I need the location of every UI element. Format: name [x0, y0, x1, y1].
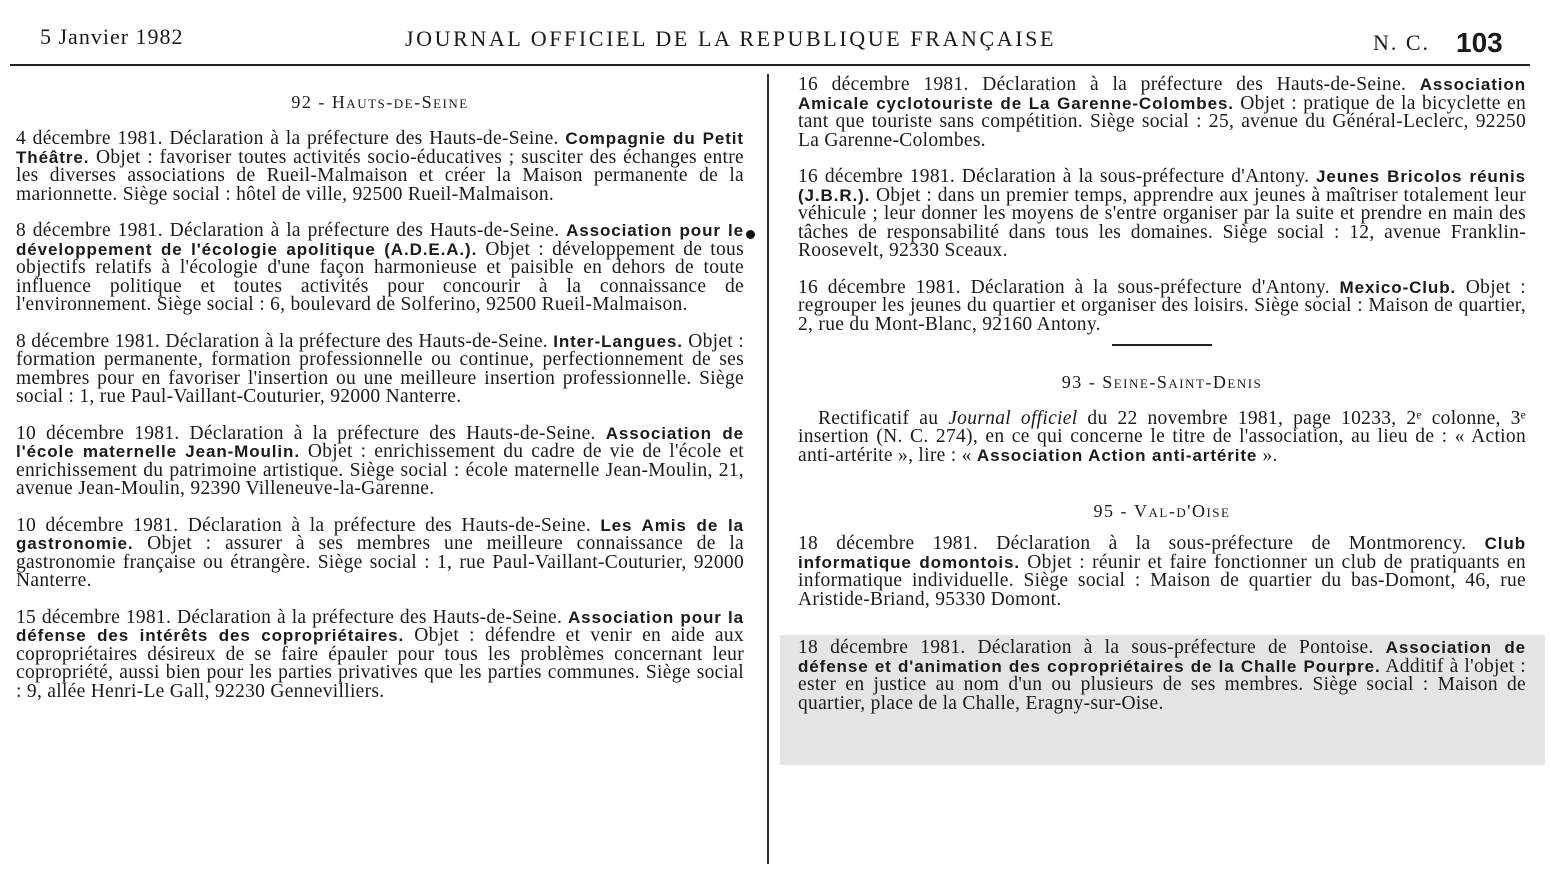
entry-date-text: 16 décembre 1981. Déclaration à la sous-préfecture d'Antony.	[798, 166, 1310, 187]
section-title-92	[16, 92, 744, 112]
entry-body: Objet : pratique de la bicyclette en tant que touriste sans compétition. Siège social : 25, avenue du Général-Leclerc, 92250 La Garenne-Colombes.	[798, 92, 1526, 151]
header-rule	[10, 64, 1530, 66]
association-name: Association Amicale cyclotouriste de La Garenne-Colombes.	[798, 75, 1526, 113]
section-name: Val-d'Oise	[1134, 501, 1231, 521]
entry-date-text: 16 décembre 1981. Déclaration à la sous-préfecture d'Antony.	[798, 276, 1330, 298]
declaration-entry	[16, 330, 744, 407]
entry-body: Objet : défendre et venir en aide aux copropriétaires désireux de se faire épauler pour tous les problèmes concernant leur copropriété, aussi bien pour les parties privatives que les parties communes. Siège social : 9, allée Henri-Le Gall, 92230 Gennevilliers.	[16, 625, 744, 702]
journal-title: JOURNAL OFFICIEL DE LA REPUBLIQUE FRANÇAISE	[405, 26, 1057, 51]
rectif-text: Rectificatif au	[818, 407, 939, 429]
section-name: Seine-Saint-Denis	[1102, 371, 1263, 392]
entry-date-text: 8 décembre 1981. Déclaration à la préfecture des Hauts-de-Seine.	[16, 330, 548, 352]
entry-date-text: 10 décembre 1981. Déclaration à la préfecture des Hauts-de-Seine.	[16, 514, 591, 536]
declaration-entry	[798, 639, 1526, 713]
association-name: Association pour le développement de l'écologie apolitique (A.D.E.A.).	[16, 221, 744, 259]
page-header	[0, 0, 1551, 62]
declaration-entry	[16, 606, 744, 702]
section-number: 95 -	[1093, 501, 1135, 521]
association-name: Association pour la défense des intérêts des copropriétaires.	[16, 607, 744, 645]
association-name: Association Action anti-artérite	[976, 445, 1258, 465]
section-separator	[1112, 344, 1212, 346]
association-name: Mexico-Club.	[1339, 277, 1457, 297]
declaration-entry	[16, 222, 744, 315]
association-name: Compagnie du Petit Théâtre.	[16, 129, 744, 167]
declaration-entry	[16, 130, 744, 204]
ink-dot	[746, 230, 755, 239]
entry-body: Objet : assurer à ses membres une meilleure connaissance de la gastronomie française ou étrangère. Siège social : 1, rue Paul-Vaillant-Couturier, 92000 Nanterre.	[16, 533, 744, 591]
entry-date-text: 16 décembre 1981. Déclaration à la préfecture des Hauts-de-Seine.	[798, 74, 1407, 95]
association-name: Inter-Langues.	[553, 331, 683, 351]
declaration-entry	[798, 76, 1526, 150]
declaration-entry	[798, 168, 1526, 261]
entry-body: Additif à l'objet : ester en justice au nom d'un ou plusieurs de ses membres. Siège social : Maison de quartier, place de la Challe, Eragny-sur-Oise.	[798, 655, 1526, 714]
entry-body: Objet : favoriser toutes activités socio-éducatives ; susciter des échanges entre les diverses associations de Rueil-Malmaison et créer la Maison permanente de la marionnette. Siège social : hôtel de ville, 92500 Rueil-Malmaison.	[16, 146, 744, 205]
association-name: Association de défense et d'animation des copropriétaires de la Challe Pourpre.	[798, 638, 1526, 676]
entry-date-text: 18 décembre 1981. Déclaration à la sous-préfecture de Pontoise.	[798, 637, 1374, 658]
entry-date-text: 18 décembre 1981. Déclaration à la sous-préfecture de Montmorency.	[798, 533, 1467, 554]
association-name: Club informatique domontois.	[798, 534, 1526, 572]
section-number: 92 -	[291, 92, 332, 112]
right-column	[798, 76, 1526, 713]
association-name: Les Amis de la gastronomie.	[16, 515, 744, 553]
section-number: 93 -	[1061, 371, 1103, 392]
entry-body: Objet : regrouper les jeunes du quartier et organiser des loisirs. Siège social : Maison de quartier, 2, rue du Mont-Blanc, 92160 Antony.	[798, 276, 1526, 335]
edition-label: N. C.	[1373, 30, 1431, 55]
section-title-95	[798, 501, 1526, 521]
entry-body: Objet : formation permanente, formation professionnelle ou continue, perfectionnement de ses membres pour en favoriser l'insertion ou une meilleure insertion professionnelle. Siège social : 1, rue Paul-Vaillant-Couturier, 92000 Nanterre.	[16, 330, 744, 407]
entry-body: Objet : réunir et faire fonctionner un club de pratiquants en informatique individuelle. Siège social : Maison de quartier du bas-Domont, 46, rue Aristide-Briand, 95330 Domont.	[798, 551, 1526, 610]
declaration-entry	[16, 422, 744, 499]
issue-date: 5 Janvier 1982	[40, 24, 184, 49]
entry-date-text: 15 décembre 1981. Déclaration à la préfecture des Hauts-de-Seine.	[16, 606, 563, 628]
page-number: 103	[1456, 27, 1503, 58]
entry-date-text: 4 décembre 1981. Déclaration à la préfecture des Hauts-de-Seine.	[16, 128, 559, 149]
column-divider	[767, 74, 769, 864]
declaration-entry-highlighted	[798, 535, 1526, 609]
declaration-entry	[16, 514, 744, 591]
rectificatif-entry	[798, 407, 1526, 466]
journal-reference: Journal officiel	[948, 407, 1078, 429]
entry-body: Objet : enrichissement du cadre de vie de l'école et enrichissement du patrimoine artistique. Siège social : école maternelle Jean-Moulin, 21, avenue Jean-Moulin, 92390 Villeneuve-la-Garenne.	[16, 441, 744, 499]
entry-date-text: 8 décembre 1981. Déclaration à la préfecture des Hauts-de-Seine.	[16, 220, 560, 241]
entry-body: Objet : dans un premier temps, apprendre aux jeunes à maîtriser totalement leur véhicule ; leur donner les moyens de s'entre organiser par la suite et prendre en main des tâches de responsabilité dans tous les domaines. Siège social : 12, avenue Franklin-Roosevelt, 92330 Sceaux.	[798, 184, 1526, 261]
association-name: Jeunes Bricolos réunis (J.B.R.).	[798, 167, 1526, 205]
entry-body: Objet : développement de tous objectifs relatifs à l'écologie d'une façon harmonieuse et paisible en dehors de toute influence politique et toutes activités pour concourir à la connaissance de l'environnement. Siège social : 6, boulevard de Solferino, 92500 Rueil-Malmaison.	[16, 238, 744, 315]
entry-date-text: 10 décembre 1981. Déclaration à la préfecture des Hauts-de-Seine.	[16, 422, 596, 444]
section-title-93	[798, 372, 1526, 392]
declaration-entry	[798, 276, 1526, 335]
section-name: Hauts-de-Seine	[331, 92, 469, 112]
rectif-text: du 22 novembre 1981, page 10233, 2ᵉ colonne, 3ᵉ insertion (N. C. 274), en ce qui concerne le titre de l'association, au lieu de : « Action anti-artérite », lire : «	[798, 407, 1526, 466]
association-name: Association de l'école maternelle Jean-Moulin.	[16, 423, 744, 461]
left-column	[16, 92, 744, 701]
rectif-text: ».	[1262, 444, 1278, 466]
